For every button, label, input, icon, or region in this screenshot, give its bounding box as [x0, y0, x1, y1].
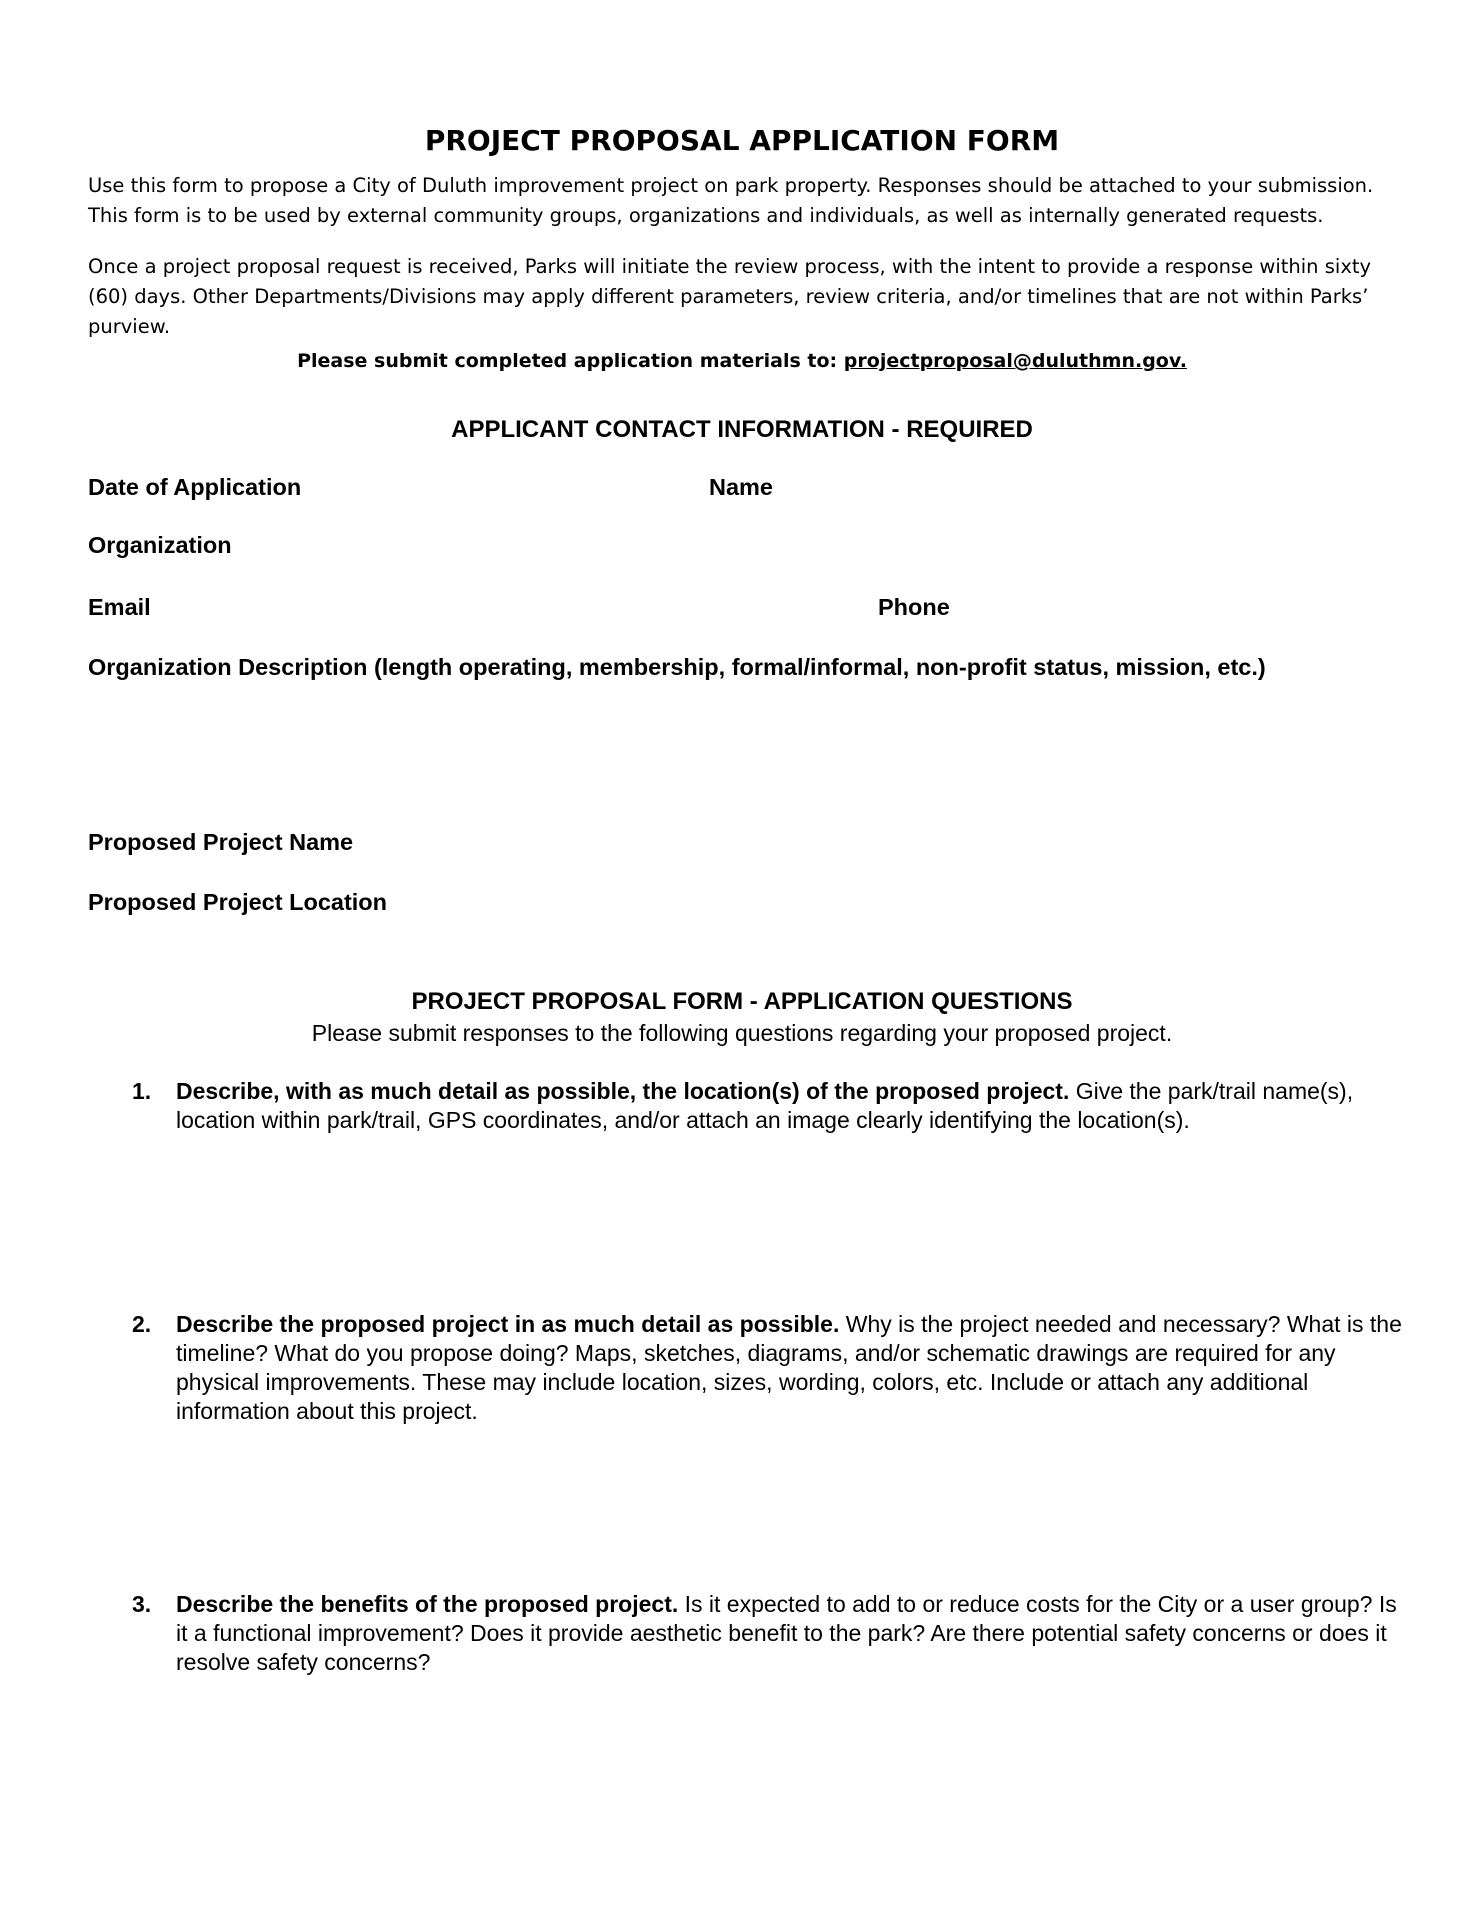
question-detail: Is it expected to add to or reduce costs for the City or a user group? Is it a functional improvement? Does it provide aesthetic benefit to the park? Are there potential safety concerns or does it resolve safety concerns?: [176, 1591, 1397, 1675]
question-3: [132, 1590, 1412, 1677]
intro-paragraph-2: Once a project proposal request is received, Parks will initiate the review process, with the intent to provide a response within sixty (60) days. Other Departments/Divisions may apply different parameters, review criteria, and/or timelines that are not within Parks’ purview.: [88, 255, 1372, 338]
question-number: 2.: [132, 1311, 152, 1337]
page-title: PROJECT PROPOSAL APPLICATION FORM: [424, 124, 1060, 157]
project-location-label: Proposed Project Location: [88, 889, 388, 915]
question-number: 1.: [132, 1078, 152, 1104]
questions-subheading: Please submit responses to the following questions regarding your proposed project.: [311, 1020, 1173, 1046]
organization-label: Organization: [88, 532, 232, 558]
question-1: [132, 1077, 1412, 1135]
intro-paragraph-1: Use this form to propose a City of Duluth improvement project on park property. Responses should be attached to your submission. This form is to be used by external community groups, organizations and individuals, as well as internally generated requests.: [88, 174, 1374, 227]
phone-label: Phone: [878, 594, 950, 620]
question-2: [132, 1310, 1412, 1426]
contact-section-heading: APPLICANT CONTACT INFORMATION - REQUIRED: [451, 416, 1033, 443]
question-detail: Why is the project needed and necessary? What is the timeline? What do you propose doing? Maps, sketches, diagrams, and/or schematic drawings are required for any physical improvements. These may include location, sizes, wording, colors, etc. Include or attach any additional information about this project.: [176, 1311, 1402, 1424]
question-prompt: Describe the proposed project in as much detail as possible.: [176, 1311, 840, 1337]
submit-email-link[interactable]: projectproposal@duluthmn.gov.: [843, 350, 1187, 372]
submit-label: Please submit completed application materials to:: [297, 350, 838, 372]
email-label: Email: [88, 594, 151, 620]
questions-section-heading: PROJECT PROPOSAL FORM - APPLICATION QUESTIONS: [411, 988, 1073, 1015]
question-prompt: Describe, with as much detail as possible, the location(s) of the proposed project.: [176, 1078, 1070, 1104]
question-prompt: Describe the benefits of the proposed project.: [176, 1591, 679, 1617]
project-name-label: Proposed Project Name: [88, 829, 354, 855]
date-of-application-label: Date of Application: [88, 474, 302, 500]
question-detail: Give the park/trail name(s), location within park/trail, GPS coordinates, and/or attach an image clearly identifying the location(s).: [176, 1078, 1354, 1133]
question-number: 3.: [132, 1591, 152, 1617]
submit-instructions: [0, 350, 1484, 372]
organization-description-label: Organization Description (length operating, membership, formal/informal, non-profit status, mission, etc.): [88, 654, 1266, 680]
name-label: Name: [709, 474, 774, 500]
